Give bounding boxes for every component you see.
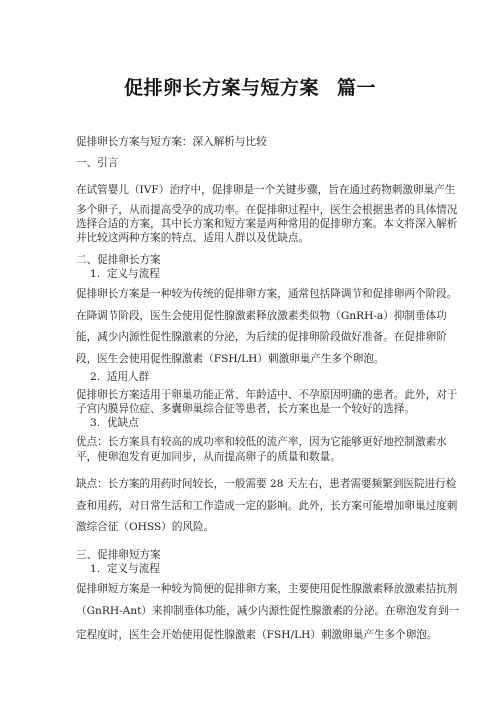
title-main: 促排卵长方案与短方案 [123,77,319,99]
long-audience-line: 促排卵长方案适用于卵巢功能正常、年龄适中、不孕原因明确的患者。此外，对于 [76,389,458,401]
subsection-heading-short-definition [90,563,160,576]
subsection-heading-long-audience [90,371,149,384]
title-suffix: 篇一 [337,77,377,99]
subsection-heading-long-proscons [90,417,139,430]
subsection-number: 1. [90,563,101,575]
subtitle: 促排卵长方案与短方案：深入解析与比较 [76,136,267,148]
long-definition-line: 在降调节阶段，医生会使用促性腺激素释放激素类似物（GnRH-a）抑制垂体功 [76,310,447,322]
intro-line: 选择合适的方案，其中长方案和短方案是两种常用的促排卵方案。本文将深入解析 [76,218,458,230]
short-definition-line: 促排卵短方案是一种较为简便的促排卵方案，主要使用促性腺激素释放激素拮抗剂 [76,583,458,595]
long-audience-line: 子宫内膜异位症、多囊卵巢综合征等患者，长方案也是一个较好的选择。 [76,403,415,415]
intro-line: 并比较这两种方案的特点、适用人群以及优缺点。 [76,232,310,244]
section-heading-intro: 一、引言 [76,157,119,169]
section-heading-long: 二、促排卵长方案 [76,254,161,266]
long-definition-line: 能，减少内源性促性腺激素的分泌，为后续的促排卵阶段做好准备。在促排卵阶 [76,331,447,343]
long-definition-line: 促排卵长方案是一种较为传统的促排卵方案，通常包括降调节和促排卵两个阶段。 [76,288,458,300]
subsection-label: 定义与流程 [106,563,160,575]
short-definition-line: 定程度时，医生会开始使用促性腺激素（FSH/LH）刺激卵巢产生多个卵泡。 [76,629,438,641]
long-pros-line: 平，使卵泡发育更加同步，从而提高卵子的质量和数量。 [76,451,341,463]
subsection-label: 优缺点 [106,417,139,429]
subsection-number: 2. [90,371,101,383]
subsection-label: 适用人群 [106,371,150,383]
long-cons-line: 查和用药，对日常生活和工作造成一定的影响。此外，长方案可能增加卵巢过度刺 [76,500,458,512]
document-title [0,73,500,100]
subsection-number: 1. [90,268,101,280]
intro-line: 多个卵子，从而提高受孕的成功率。在促排卵过程中，医生会根据患者的具体情况 [76,204,458,216]
subsection-heading-long-definition [90,268,160,281]
section-heading-short: 三、促排卵短方案 [76,549,161,561]
long-cons-line: 激综合征（OHSS）的风险。 [76,521,215,533]
intro-line: 在试管婴儿（IVF）治疗中，促排卵是一个关键步骤，旨在通过药物刺激卵巢产生 [76,184,456,196]
short-definition-line: （GnRH-Ant）来抑制垂体功能，减少内源性促性腺激素的分泌。在卵泡发育到一 [76,605,460,617]
long-pros-line: 优点：长方案具有较高的成功率和较低的流产率，因为它能够更好地控制激素水 [76,436,447,448]
subsection-number: 3. [90,417,101,429]
subsection-label: 定义与流程 [106,268,160,280]
long-definition-line: 段，医生会使用促性腺激素（FSH/LH）刺激卵巢产生多个卵泡。 [76,353,385,365]
long-cons-line: 缺点：长方案的用药时间较长，一般需要 28 天左右，患者需要频繁到医院进行检 [76,478,457,490]
